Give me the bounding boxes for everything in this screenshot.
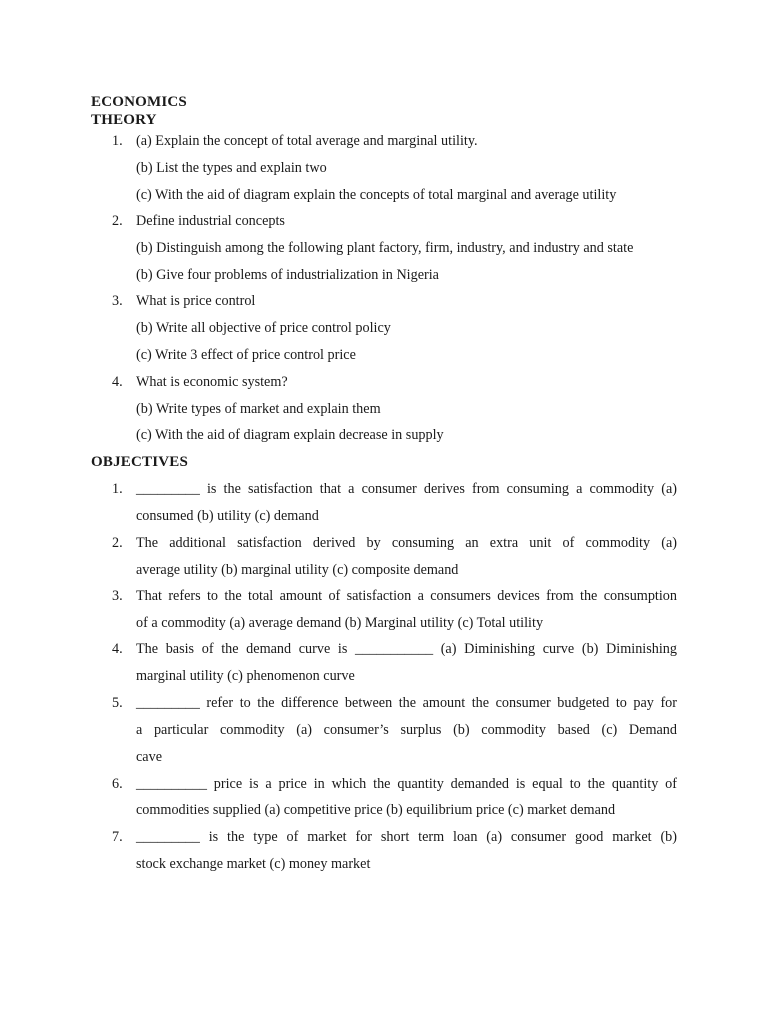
objectives-q7-number: 7. (112, 829, 123, 845)
objectives-q7-line2: stock exchange market (c) money market (136, 856, 371, 872)
objectives-q3-line2: of a commodity (a) average demand (b) Marginal utility (c) Total utility (136, 615, 544, 631)
objectives-q3-number: 3. (112, 588, 123, 604)
theory-q4-part-c: (c) With the aid of diagram explain decrease in supply (136, 427, 444, 443)
objectives-q6-line2: commodities supplied (a) competitive price (b) equilibrium price (c) market demand (136, 802, 616, 818)
theory-q2-text: Define industrial concepts (136, 213, 285, 229)
objectives-q1-number: 1. (112, 481, 123, 497)
objectives-q2-line1: The additional satisfaction derived by consuming an extra unit of commodity (a) (136, 535, 677, 551)
objectives-heading: OBJECTIVES (91, 454, 189, 470)
objectives-q1-line1: _________ is the satisfaction that a consumer derives from consuming a commodity (a) (136, 481, 677, 497)
theory-q4-text: What is economic system? (136, 374, 288, 390)
theory-q2-part-b1: (b) Distinguish among the following plant factory, firm, industry, and industry and state (136, 240, 634, 256)
theory-q3-part-b: (b) Write all objective of price control policy (136, 320, 391, 336)
objectives-q4-line2: marginal utility (c) phenomenon curve (136, 668, 355, 684)
objectives-q2-line2: average utility (b) marginal utility (c) composite demand (136, 562, 459, 578)
objectives-q5-line3: cave (136, 749, 162, 765)
theory-q3-part-c: (c) Write 3 effect of price control price (136, 347, 356, 363)
objectives-q6-number: 6. (112, 776, 123, 792)
theory-q1-number: 1. (112, 133, 123, 149)
document-title: ECONOMICS (91, 94, 187, 110)
objectives-q1-line2: consumed (b) utility (c) demand (136, 508, 319, 524)
objectives-q6-line1: __________ price is a price in which the quantity demanded is equal to the quantity of (136, 776, 677, 792)
objectives-q5-number: 5. (112, 695, 123, 711)
theory-q1-part-c: (c) With the aid of diagram explain the concepts of total marginal and average utility (136, 187, 617, 203)
theory-q4-number: 4. (112, 374, 123, 390)
theory-q1-part-a: (a) Explain the concept of total average and marginal utility. (136, 133, 478, 149)
objectives-q7-line1: _________ is the type of market for short term loan (a) consumer good market (b) (136, 829, 677, 845)
theory-q4-part-b: (b) Write types of market and explain them (136, 401, 381, 417)
objectives-q4-line1: The basis of the demand curve is ___________ (a) Diminishing curve (b) Diminishing (136, 641, 677, 657)
theory-q2-number: 2. (112, 213, 123, 229)
objectives-q3-line1: That refers to the total amount of satisfaction a consumers devices from the consumption (136, 588, 677, 604)
theory-heading: THEORY (91, 112, 157, 128)
theory-q3-number: 3. (112, 293, 123, 309)
theory-q1-part-b: (b) List the types and explain two (136, 160, 327, 176)
objectives-q2-number: 2. (112, 535, 123, 551)
objectives-q5-line2: a particular commodity (a) consumer’s surplus (b) commodity based (c) Demand (136, 722, 677, 738)
theory-q3-text: What is price control (136, 293, 256, 309)
theory-q2-part-b2: (b) Give four problems of industrialization in Nigeria (136, 267, 439, 283)
objectives-q5-line1: _________ refer to the difference between the amount the consumer budgeted to pay for (136, 695, 677, 711)
objectives-q4-number: 4. (112, 641, 123, 657)
